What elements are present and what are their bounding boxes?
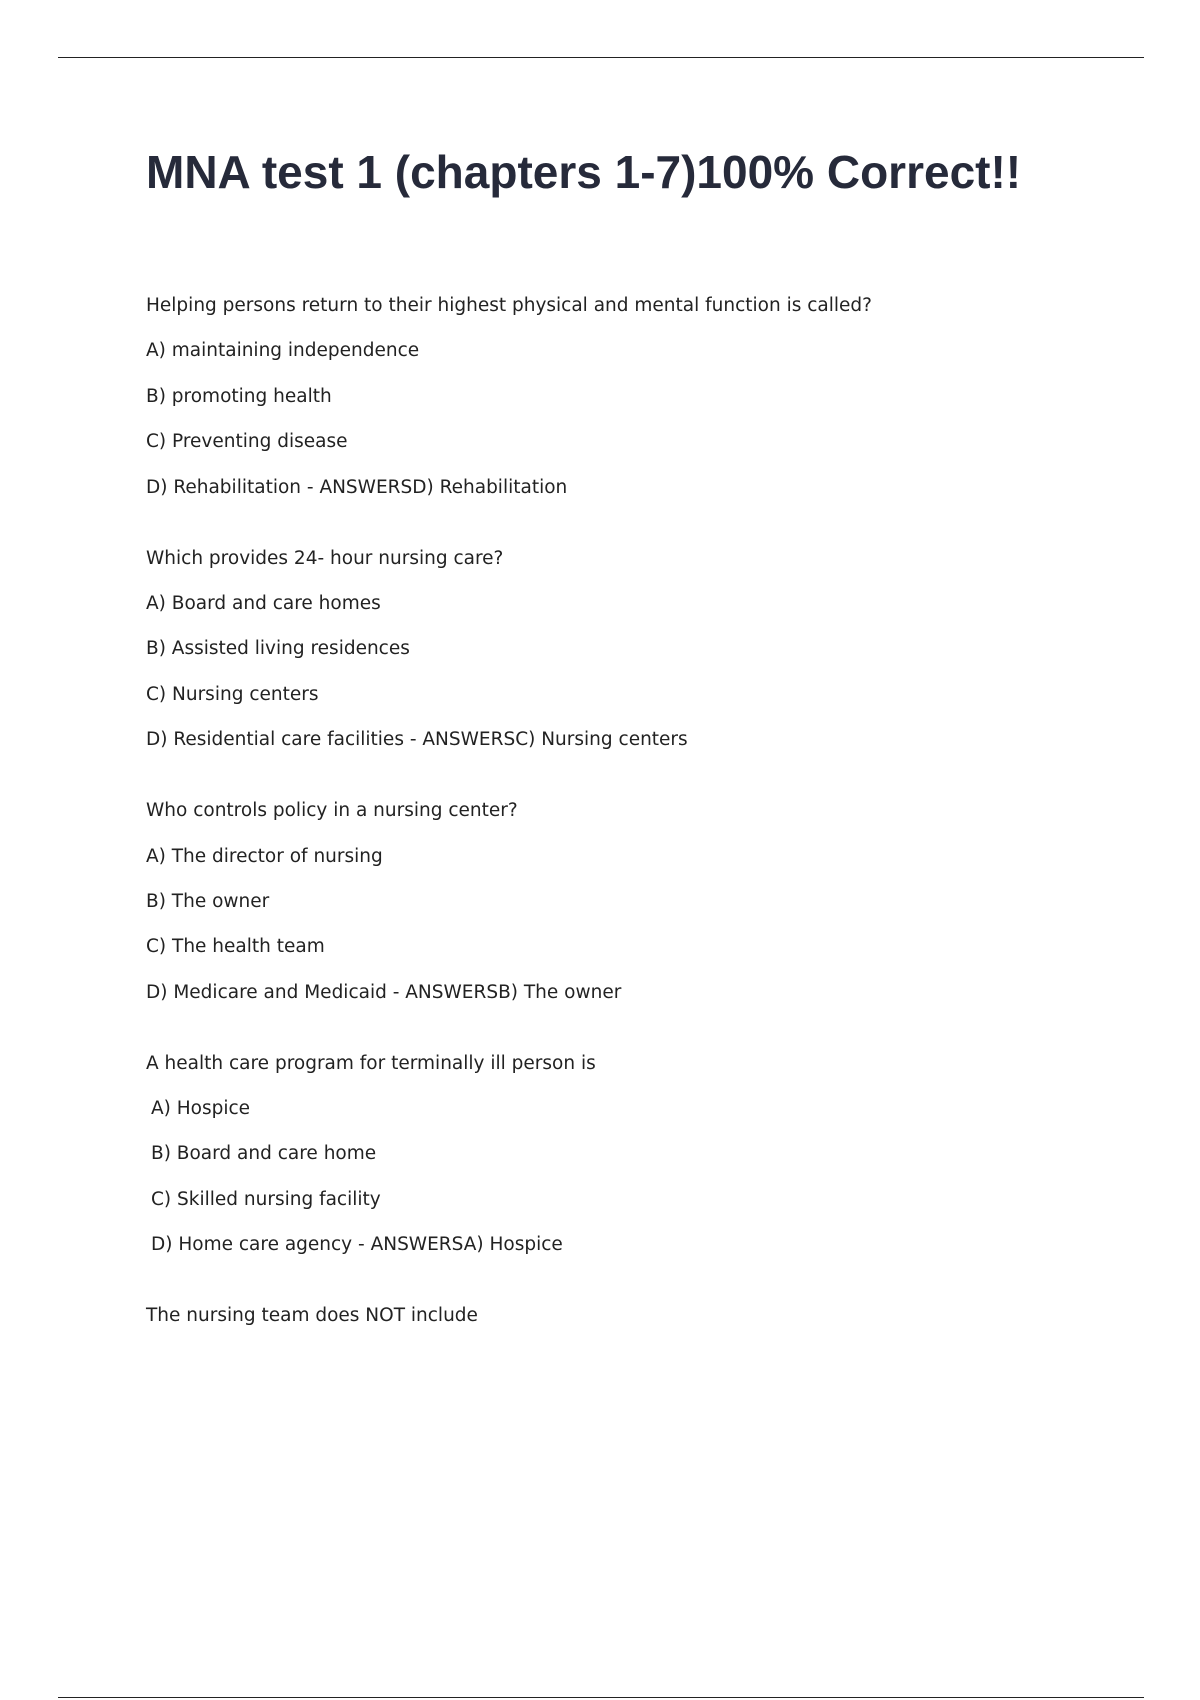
question-block-4	[146, 1051, 1146, 1259]
question-block-1	[146, 293, 1146, 501]
option-b: B) Board and care home	[151, 1143, 377, 1165]
option-a: A) maintaining independence	[146, 340, 420, 362]
option-c: C) Skilled nursing facility	[151, 1188, 381, 1210]
question-text: A health care program for terminally ill person is	[146, 1052, 596, 1074]
option-b: B) Assisted living residences	[146, 638, 410, 660]
question-block-3	[146, 798, 1146, 1006]
option-d-answer: D) Rehabilitation - ANSWERSD) Rehabilitation	[146, 476, 568, 498]
question-list	[146, 293, 1146, 1374]
option-c: C) The health team	[146, 936, 325, 958]
question-block-5	[146, 1303, 1146, 1329]
option-d-answer: D) Medicare and Medicaid - ANSWERSB) The owner	[146, 981, 622, 1003]
top-rule	[58, 57, 1144, 58]
option-b: B) The owner	[146, 890, 270, 912]
question-text: Who controls policy in a nursing center?	[146, 800, 518, 822]
option-b: B) promoting health	[146, 385, 332, 407]
option-d-answer: D) Home care agency - ANSWERSA) Hospice	[151, 1234, 563, 1256]
document-title: MNA test 1 (chapters 1-7)100% Correct!!	[146, 146, 1022, 198]
option-a: A) Board and care homes	[146, 592, 381, 614]
question-text: Helping persons return to their highest physical and mental function is called?	[146, 295, 872, 316]
bottom-rule	[58, 1697, 1144, 1698]
option-c: C) Nursing centers	[146, 683, 319, 705]
question-text: Which provides 24- hour nursing care?	[146, 547, 504, 569]
option-d-answer: D) Residential care facilities - ANSWERSC) Nursing centers	[146, 729, 688, 751]
question-text: The nursing team does NOT include	[146, 1305, 478, 1327]
option-a: A) Hospice	[151, 1098, 251, 1120]
question-block-2	[146, 546, 1146, 754]
option-c: C) Preventing disease	[146, 431, 348, 453]
option-a: A) The director of nursing	[146, 845, 383, 867]
